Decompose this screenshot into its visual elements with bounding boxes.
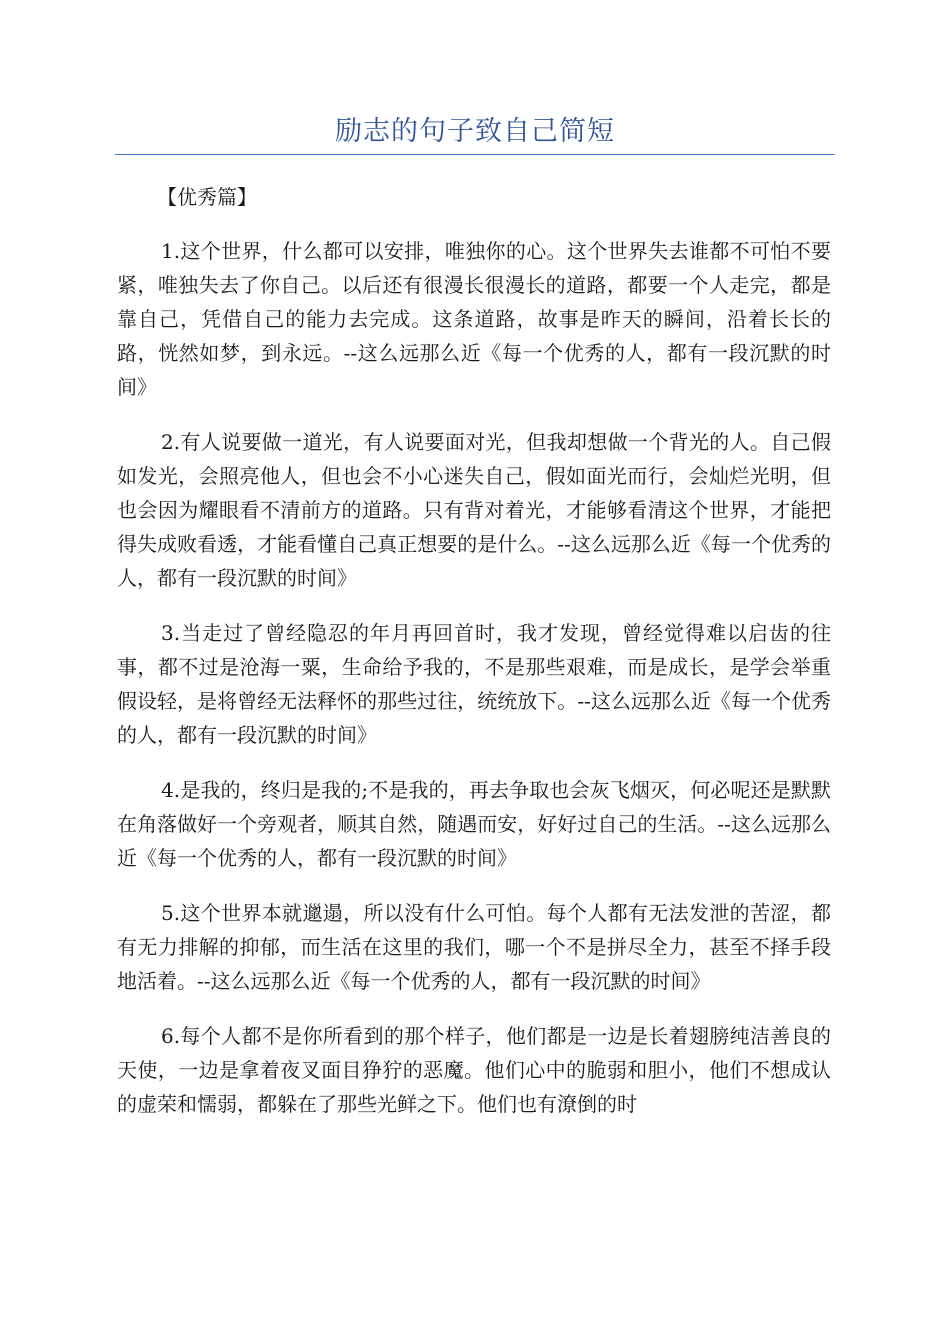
quote-paragraph-6: 6.每个人都不是你所看到的那个样子，他们都是一边是长着翅膀纯洁善良的天使，一边是拿着夜叉面目狰狞的恶魔。他们心中的脆弱和胆小，他们不想成认的虚荣和懦弱，都躲在了那些光鲜之下。他们也有潦倒的时 — [117, 1024, 831, 1116]
section-heading: 【优秀篇】 — [157, 185, 257, 209]
quote-paragraph-3: 3.当走过了曾经隐忍的年月再回首时，我才发现，曾经觉得难以启齿的往事，都不过是沧海一粟，生命给予我的，不是那些艰难，而是成长，是学会举重假设轻，是将曾经无法释怀的那些过往，统统放下。--这么远那么近《每一个优秀的人，都有一段沉默的时间》 — [117, 621, 831, 747]
document-body — [117, 180, 831, 1142]
quote-paragraph-5: 5.这个世界本就邋遢，所以没有什么可怕。每个人都有无法发泄的苦涩，都有无力排解的抑郁，而生活在这里的我们，哪一个不是拼尽全力，甚至不择手段地活着。--这么远那么近《每一个优秀的人，都有一段沉默的时间》 — [117, 901, 831, 993]
title-underline — [115, 154, 835, 155]
quote-paragraph-4: 4.是我的，终归是我的;不是我的，再去争取也会灰飞烟灭，何必呢还是默默在角落做好一个旁观者，顺其自然，随遇而安，好好过自己的生活。--这么远那么近《每一个优秀的人，都有一段沉默的时间》 — [117, 778, 831, 870]
document-title: 励志的句子致自己简短 — [335, 116, 615, 147]
quote-paragraph-1: 1.这个世界，什么都可以安排，唯独你的心。这个世界失去谁都不可怕不要紧，唯独失去了你自己。以后还有很漫长很漫长的道路，都要一个人走完，都是靠自己，凭借自己的能力去完成。这条道路，故事是昨天的瞬间，沿着长长的路，恍然如梦，到永远。--这么远那么近《每一个优秀的人，都有一段沉默的时间》 — [117, 239, 831, 399]
quote-paragraph-2: 2.有人说要做一道光，有人说要面对光，但我却想做一个背光的人。自己假如发光，会照亮他人，但也会不小心迷失自己，假如面光而行，会灿烂光明，但也会因为耀眼看不清前方的道路。只有背对着光，才能够看清这个世界，才能把得失成败看透，才能看懂自己真正想要的是什么。--这么远那么近《每一个优秀的人，都有一段沉默的时间》 — [117, 430, 831, 590]
